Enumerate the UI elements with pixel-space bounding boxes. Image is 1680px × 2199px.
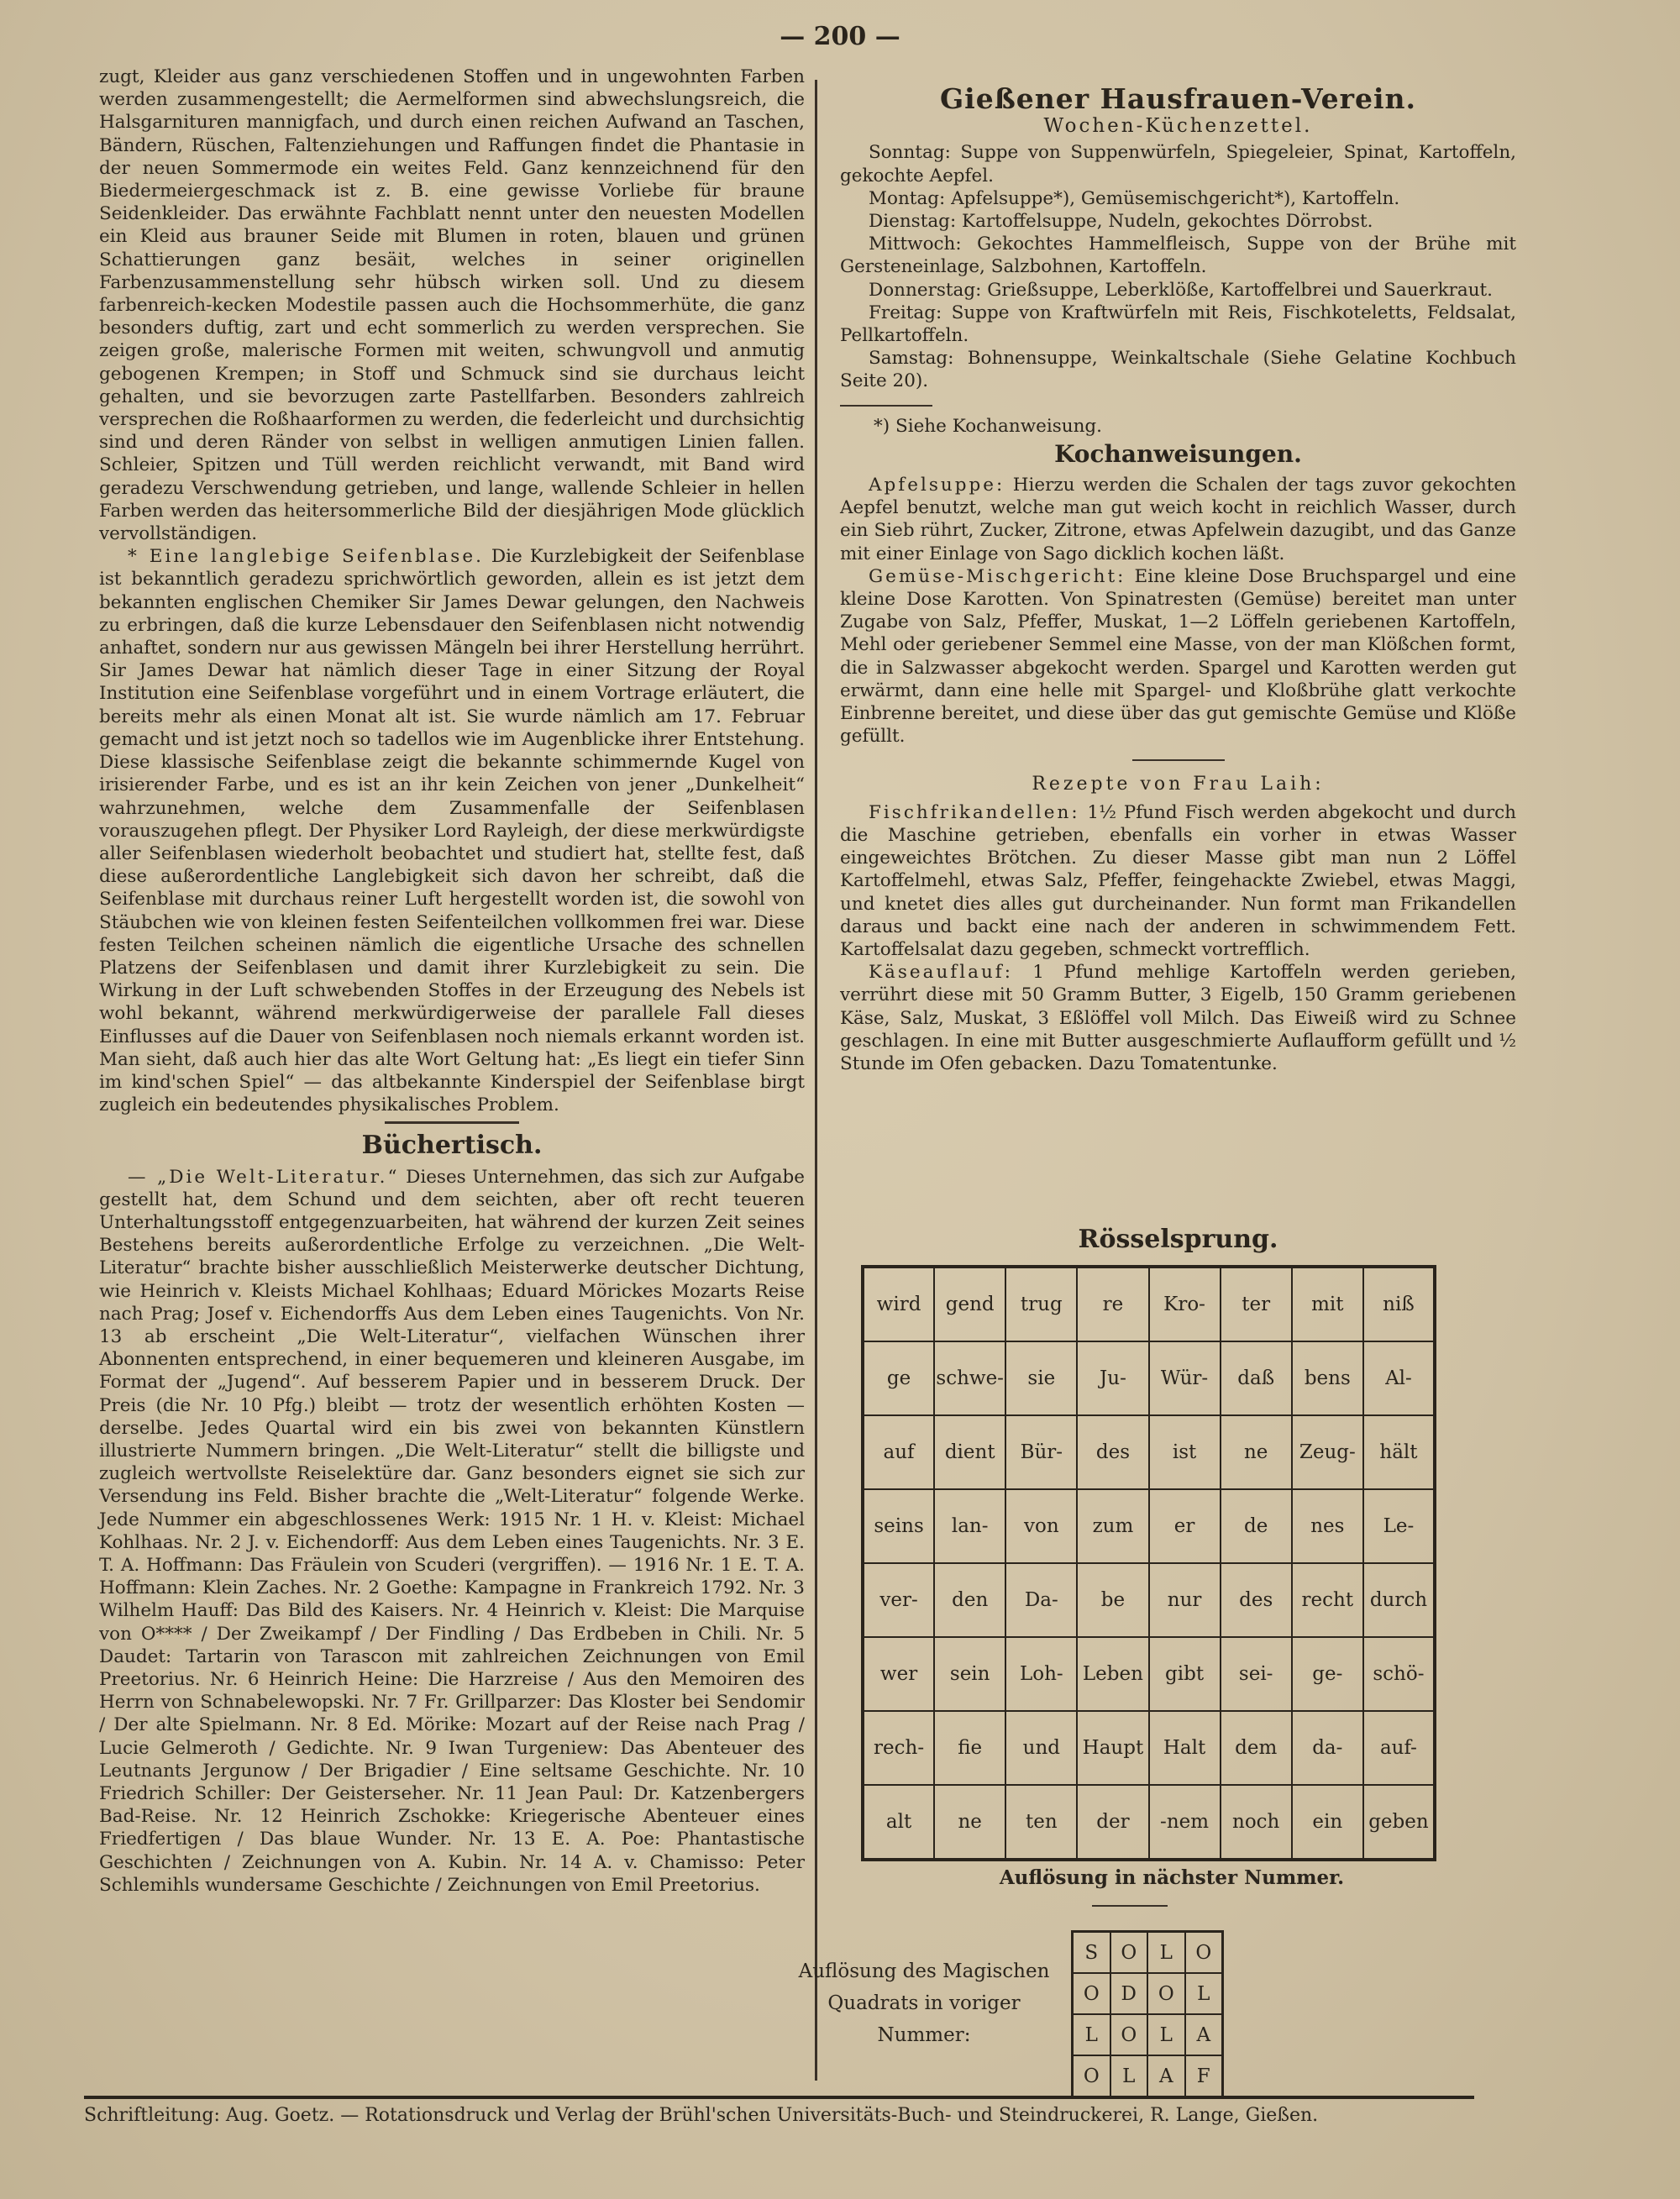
puzzle-cell: gend	[934, 1267, 1005, 1341]
puzzle-caption: Auflösung in nächster Nummer.	[999, 1866, 1345, 1889]
puzzle-row	[863, 1341, 1435, 1415]
puzzle-cell: Le-	[1363, 1489, 1435, 1563]
recipe-title: Käseauflauf:	[869, 962, 1014, 984]
magic-cell: O	[1147, 1973, 1185, 2014]
column-divider	[815, 80, 817, 2081]
menu-line: Donnerstag: Grießsuppe, Leberklöße, Kartoffelbrei und Sauerkraut.	[869, 279, 1494, 301]
puzzle-cell: -nem	[1149, 1785, 1221, 1860]
recipe-text: Hierzu werden die Schalen der tags zuvor gekochten Aepfel benutzt, welche man gut weich kocht in reichlich Wasser, durch ein Sieb rührt, Zucker, Zitrone, etwas Apfelwein dazugibt, und das Ganze mit einer Einlage von Sago dicklich kochen läßt.	[840, 475, 1516, 564]
puzzle-cell: schwe-	[934, 1341, 1005, 1415]
footnote: *) Siehe Kochanweisung.	[874, 415, 1103, 437]
puzzle-cell: der	[1077, 1785, 1148, 1860]
puzzle-cell: lan-	[934, 1489, 1005, 1563]
puzzle-cell: Loh-	[1005, 1637, 1077, 1711]
puzzle-cell: und	[1005, 1711, 1077, 1785]
right-column	[840, 82, 1516, 1075]
puzzle-cell: zum	[1077, 1489, 1148, 1563]
puzzle-cell: sie	[1005, 1341, 1077, 1415]
puzzle-cell: wird	[863, 1267, 934, 1341]
magic-cell: O	[1110, 1932, 1148, 1974]
puzzle-cell: den	[934, 1563, 1005, 1637]
puzzle-cell: ter	[1221, 1267, 1292, 1341]
puzzle-cell: ein	[1292, 1785, 1363, 1860]
puzzle-cell: ne	[1221, 1415, 1292, 1489]
magic-label-line: Quadrats in voriger	[827, 1992, 1021, 2014]
puzzle-row	[863, 1711, 1435, 1785]
puzzle-cell: bens	[1292, 1341, 1363, 1415]
menu-line: Samstag: Bohnensuppe, Weinkaltschale (Siehe Gelatine Kochbuch Seite 20).	[840, 348, 1516, 392]
puzzle-cell: Leben	[1077, 1637, 1148, 1711]
puzzle-row	[863, 1785, 1435, 1860]
puzzle-row	[863, 1489, 1435, 1563]
puzzle-row	[863, 1637, 1435, 1711]
recipe-gemuese	[840, 565, 1516, 748]
rezepte-heading: Rezepte von Frau Laih:	[1032, 774, 1325, 795]
magic-cell: O	[1110, 2014, 1148, 2055]
page-number: — 200 —	[780, 22, 900, 51]
puzzle-cell: von	[1005, 1489, 1077, 1563]
puzzle-cell: trug	[1005, 1267, 1077, 1341]
puzzle-cell: auf-	[1363, 1711, 1435, 1785]
puzzle-cell: Bür-	[1005, 1415, 1077, 1489]
recipe-title: Gemüse-Mischgericht:	[869, 565, 1126, 587]
recipe-title: Fischfrikandellen:	[869, 801, 1080, 823]
puzzle-cell: da-	[1292, 1711, 1363, 1785]
puzzle-row	[863, 1415, 1435, 1489]
puzzle-cell: wer	[863, 1637, 934, 1711]
puzzle-cell: noch	[1221, 1785, 1292, 1860]
puzzle-cell: de	[1221, 1489, 1292, 1563]
welt-literatur-text: Dieses Unternehmen, das sich zur Aufgabe gestellt hat, dem Schund und dem seichten, aber oft recht teueren Unterhaltungsstoff entgegenzuarbeiten, hat während der kurzen Zeit seines Bestehens bereits außerordentliche Erfolge zu verzeichnen. „Die Welt-Literatur“ brachte bisher ausschließlich Meisterwerke deutscher Dichtung, wie Heinrich v. Kleists Michael Kohlhaas; Eduard Mörickes Mozarts Reise nach Prag; Josef v. Eichendorffs Aus dem Leben eines Taugenichts. Von Nr. 13 ab erscheint „Die Welt-Literatur“, vielfachen Wünschen ihrer Abonnenten entsprechend, in einer bequemeren und kleineren Ausgabe, im Format der „Jugend“. Auf besserem Papier und in besserem Druck. Der Preis (die Nr. 10 Pfg.) bleibt — trotz der wesentlich erhöhten Kosten — derselbe. Jedes Quartal wird ein bis zwei von bekannten Künstlern illustrierte Nummern bringen. „Die Welt-Literatur“ stellt die billigste und zugleich wertvollste Reiselektüre dar. Ganz besonders eignet sie sich zur Versendung ins Feld. Bisher brachte die „Welt-Literatur“ folgende Werke. Jede Nummer ein abgeschlossenes Werk: 1915 Nr. 1 H. v. Kleist: Michael Kohlhaas. Nr. 2 J. v. Eichendorff: Aus dem Leben eines Taugenichts. Nr. 3 E. T. A. Hoffmann: Das Fräulein von Scuderi (vergriffen). — 1916 Nr. 1 E. T. A. Hoffmann: Klein Zaches. Nr. 2 Goethe: Kampagne in Frankreich 1792. Nr. 3 Wilhelm Hauff: Das Bild des Kaisers. Nr. 4 Heinrich v. Kleist: Die Marquise von O**** / Der Zweikampf / Der Findling / Das Erdbeben in Chili. Nr. 5 Daudet: Tartarin von Tarascon mit zahlreichen Zeichnungen von Emil Preetorius. Nr. 6 Heinrich Heine: Die Harzreise / Aus den Memoiren des Herrn von Schnabelewopski. Nr. 7 Fr. Grillparzer: Das Kloster bei Sendomir / Der alte Spielmann. Nr. 8 Ed. Mörike: Mozart auf der Reise nach Prag / Lucie Gelmeroth / Gedichte. Nr. 9 Iwan Turgeniew: Das Abenteuer des Leutnants Jergunow / Der Brigadier / Eine seltsame Geschichte. Nr. 10 Friedrich Schiller: Der Geisterseher. Nr. 11 Jean Paul: Dr. Katzenbergers Bad-Reise. Nr. 12 Heinrich Zschokke: Kriegerische Abenteuer eines Friedfertigen / Das blaue Wunder. Nr. 13 E. A. Poe: Phantastische Geschichten / Zeichnungen von A. Kubin. Nr. 14 A. v. Chamisso: Peter Schlemihls wundersame Geschichte / Zeichnungen von Emil Preetorius.	[99, 1166, 805, 1896]
puzzle-cell: Wür-	[1149, 1341, 1221, 1415]
puzzle-cell: ne	[934, 1785, 1005, 1860]
magic-cell: F	[1185, 2055, 1223, 2097]
magic-square-label	[785, 1955, 1063, 2051]
magic-cell: A	[1147, 2055, 1185, 2097]
magic-cell: O	[1073, 2055, 1110, 2097]
puzzle-cell: Haupt	[1077, 1711, 1148, 1785]
magic-cell: A	[1185, 2014, 1223, 2055]
magic-cell: L	[1073, 2014, 1110, 2055]
puzzle-cell: er	[1149, 1489, 1221, 1563]
left-column	[99, 66, 805, 1897]
welt-literatur-heading: — „Die Welt-Literatur.“	[128, 1166, 400, 1188]
kochanweisungen-heading: Kochanweisungen.	[1054, 439, 1302, 468]
footnote-rule	[840, 405, 932, 407]
puzzle-cell: Al-	[1363, 1341, 1435, 1415]
footer-rule	[84, 2096, 1474, 2099]
welt-literatur-article	[99, 1166, 805, 1897]
puzzle-cell: Kro-	[1149, 1267, 1221, 1341]
menu-heading: Wochen-Küchenzettel.	[1043, 115, 1313, 138]
buechertisch-heading: Büchertisch.	[361, 1131, 543, 1161]
puzzle-cell: gibt	[1149, 1637, 1221, 1711]
recipe-text: Eine kleine Dose Bruchspargel und eine kleine Dose Karotten. Von Spinatresten (Gemüse) bereitet man unter Zugabe von Salz, Pfeffer, Muskat, 1—2 Löffeln geriebenen Kartoffeln, Mehl oder geriebener Semmel eine Masse, von der man Klößchen formt, die in Salzwasser abgekocht werden. Spargel und Karotten werden gut erwärmt, dann eine helle mit Spargel- und Kloßbrühe glatt verkochte Einbrenne bereitet, und diese über das gut gemischte Gemüse und Klöße gefüllt.	[840, 565, 1516, 748]
puzzle-cell: Halt	[1149, 1711, 1221, 1785]
puzzle-row	[863, 1563, 1435, 1637]
puzzle-cell: dient	[934, 1415, 1005, 1489]
recipe-text: 1 Pfund mehlige Kartoffeln werden gerieben, verrührt diese mit 50 Gramm Butter, 3 Eigelb, 150 Gramm geriebenen Käse, Salz, Muskat, 3 Eßlöffel voll Milch. Das Eiweiß wird zu Schnee geschlagen. In eine mit Butter ausgeschmierte Auflaufform gefüllt und ½ Stunde im Ofen gebacken. Dazu Tomatentunke.	[840, 962, 1516, 1074]
menu-line: Dienstag: Kartoffelsuppe, Nudeln, gekochtes Dörrobst.	[869, 211, 1373, 233]
puzzle-cell: durch	[1363, 1563, 1435, 1637]
verein-heading: Gießener Hausfrauen-Verein.	[940, 82, 1416, 115]
puzzle-cell: niß	[1363, 1267, 1435, 1341]
puzzle-cell: hält	[1363, 1415, 1435, 1489]
magic-row	[1073, 1973, 1223, 2014]
puzzle-cell: ver-	[863, 1563, 934, 1637]
puzzle-cell: alt	[863, 1785, 934, 1860]
puzzle-cell: sein	[934, 1637, 1005, 1711]
puzzle-cell: seins	[863, 1489, 934, 1563]
magic-row	[1073, 2014, 1223, 2055]
section-rule	[385, 1121, 519, 1124]
puzzle-row	[863, 1267, 1435, 1341]
section-rule	[1092, 1905, 1168, 1907]
magic-cell: D	[1110, 1973, 1148, 2014]
magic-cell: L	[1185, 1973, 1223, 2014]
puzzle-cell: be	[1077, 1563, 1148, 1637]
puzzle-cell: ge-	[1292, 1637, 1363, 1711]
magic-cell: S	[1073, 1932, 1110, 1974]
magic-cell: L	[1110, 2055, 1148, 2097]
soap-bubble-text: Die Kurzlebigkeit der Seifenblase ist bekanntlich geradezu sprichwörtlich geworden, allein es ist jetzt dem bekannten englischen Chemiker Sir James Dewar gelungen, den Nachweis zu erbringen, daß die kurze Lebensdauer den Seifenblasen nicht notwendig anhaftet, sondern nur aus gewissen Mängeln bei ihrer Herstellung herrührt. Sir James Dewar hat nämlich dieser Tage in einer Sitzung der Royal Institution eine Seifenblase vorgeführt und in einem Vortrage erläutert, die bereits mehr als einen Monat alt ist. Sie wurde nämlich am 17. Februar gemacht und ist jetzt noch so tadellos wie im Augenblicke ihrer Entstehung. Diese klassische Seifenblase zeigt die bekannte schimmernde Kugel von irisierender Farbe, und es ist an ihr kein Zeichen von jener „Dunkelheit“ wahrzunehmen, welche dem Zusammenfalle der Seifenblasen vorauszugehen pflegt. Der Physiker Lord Rayleigh, der diese merkwürdigste aller Seifenblasen wiederholt beobachtet und studiert hat, stellte fest, daß diese außerordentliche Langlebigkeit sich davon her schreibt, daß die Seifenblase mit durchaus reiner Luft hergestellt worden ist, die sowohl von Stäubchen wie von kleinen festen Seifenteilchen vollkommen frei war. Diese festen Teilchen scheinen nämlich die eigentliche Ursache des schnellen Platzens der Seifenblasen und damit ihrer Kurzlebigkeit zu sein. Die Wirkung in der Luft schwebenden Stoffes in der Erzeugung des Nebels ist wohl bekannt, während merkwürdigerweise der parallele Fall dieses Einflusses auf die Dauer von Seifenblasen noch niemals erkannt worden ist. Man sieht, daß auch hier das alte Wort Geltung hat: „Es liegt ein tiefer Sinn im kind'schen Spiel“ — das altbekannte Kinderspiel der Seifenblase birgt zugleich ein bedeutendes physikalisches Problem.	[99, 546, 805, 1116]
puzzle-cell: ist	[1149, 1415, 1221, 1489]
section-rule	[1132, 759, 1225, 761]
recipe-title: Apfelsuppe:	[869, 475, 1005, 496]
puzzle-cell: des	[1221, 1563, 1292, 1637]
puzzle-cell: Ju-	[1077, 1341, 1148, 1415]
magic-row	[1073, 2055, 1223, 2097]
puzzle-cell: ge	[863, 1341, 934, 1415]
recipe-kaese	[840, 961, 1516, 1075]
magic-label-line: Nummer:	[877, 2024, 971, 2046]
magic-cell: L	[1147, 2014, 1185, 2055]
recipe-apfelsuppe	[840, 474, 1516, 565]
puzzle-cell: schö-	[1363, 1637, 1435, 1711]
magic-cell: O	[1073, 1973, 1110, 2014]
puzzle-cell: sei-	[1221, 1637, 1292, 1711]
menu-line: Freitag: Suppe von Kraftwürfeln mit Reis, Fischkoteletts, Feldsalat, Pellkartoffeln.	[840, 302, 1516, 347]
puzzle-cell: mit	[1292, 1267, 1363, 1341]
puzzle-cell: daß	[1221, 1341, 1292, 1415]
puzzle-cell: auf	[863, 1415, 934, 1489]
magic-square	[1071, 1930, 1224, 2098]
puzzle-cell: dem	[1221, 1711, 1292, 1785]
fashion-article-text: zugt, Kleider aus ganz verschiedenen Stoffen und in ungewohnten Farben werden zusammengestellt; die Aermelformen sind abwechslungsreich, die Halsgarnituren mannigfach, und durch einen reichen Aufwand an Taschen, Bändern, Rüschen, Faltenziehungen und Raffungen findet die Phantasie in der neuen Sommermode ein weites Feld. Ganz kennzeichnend für den Biedermeiergeschmack ist z. B. eine gewisse Vorliebe für braune Seidenkleider. Das erwähnte Fachblatt nennt unter den neuesten Modellen ein Kleid aus brauner Seide mit Blumen in roten, blauen und grünen Schattierungen ganz besäit, welches in seiner originellen Farbenzusammenstellung sehr hübsch wirken soll. Und zu diesem farbenreich-kecken Modestile passen auch die Hochsommerhüte, die ganz besonders duftig, zart und echt sommerlich zu werden versprechen. Sie zeigen große, malerische Formen mit weiten, schwungvoll und anmutig gebogenen Krempen; in Stoff und Schmuck sind sie durchaus leicht gehalten, und sie bevorzugen zarte Pastellfarben. Besonders zahlreich versprechen die Roßhaarformen zu werden, die federleicht und durchsichtig sind und deren Ränder von selbst in welligen anmutigen Linien fallen. Schleier, Spitzen und Tüll werden reichlicht verwandt, mit Band wird geradezu Verschwendung getrieben, und lange, wallende Schleier in hellen Farben werden das heitersommerliche Bild der diesjährigen Mode glücklich vervollständigen.	[99, 66, 805, 545]
knight-move-puzzle	[861, 1265, 1436, 1861]
menu-line: Mittwoch: Gekochtes Hammelfleisch, Suppe von der Brühe mit Gersteneinlage, Salzbohnen, Kartoffeln.	[840, 234, 1516, 278]
menu-line: Sonntag: Suppe von Suppenwürfeln, Spiegeleier, Spinat, Kartoffeln, gekochte Aepfel.	[840, 142, 1516, 186]
puzzle-cell: nur	[1149, 1563, 1221, 1637]
imprint-footer: Schriftleitung: Aug. Goetz. — Rotationsdruck und Verlag der Brühl'schen Universitäts-Buch- und Steindruckerei, R. Lange, Gießen.	[84, 2105, 1319, 2126]
recipe-fisch	[840, 801, 1516, 961]
recipe-text: 1½ Pfund Fisch werden abgekocht und durch die Maschine getrieben, ebenfalls ein vorher in etwas Wasser eingeweichtes Brötchen. Zu dieser Masse gibt man nun 2 Löffel Kartoffelmehl, etwas Salz, Pfeffer, feingehackte Zwiebel, etwas Maggi, und knetet dies alles gut durcheinander. Nun formt man Frikandellen daraus und backt eine nach der anderen in schwimmendem Fett. Kartoffelsalat dazu gegeben, schmeckt vortrefflich.	[840, 801, 1516, 960]
puzzle-cell: nes	[1292, 1489, 1363, 1563]
magic-row	[1073, 1932, 1223, 1974]
puzzle-cell: Zeug-	[1292, 1415, 1363, 1489]
puzzle-cell: re	[1077, 1267, 1148, 1341]
soap-bubble-article	[99, 545, 805, 1116]
soap-bubble-heading: * Eine langlebige Seifenblase.	[128, 546, 484, 568]
magic-cell: L	[1147, 1932, 1185, 1974]
puzzle-heading: Rösselsprung.	[1078, 1225, 1278, 1254]
puzzle-cell: ten	[1005, 1785, 1077, 1860]
magic-label-line: Auflösung des Magischen	[798, 1960, 1050, 1982]
puzzle-cell: geben	[1363, 1785, 1435, 1860]
magic-cell: O	[1185, 1932, 1223, 1974]
puzzle-cell: des	[1077, 1415, 1148, 1489]
menu-line: Montag: Apfelsuppe*), Gemüsemischgericht*), Kartoffeln.	[869, 187, 1400, 209]
puzzle-cell: fie	[934, 1711, 1005, 1785]
puzzle-cell: Da-	[1005, 1563, 1077, 1637]
puzzle-cell: rech-	[863, 1711, 934, 1785]
puzzle-cell: recht	[1292, 1563, 1363, 1637]
